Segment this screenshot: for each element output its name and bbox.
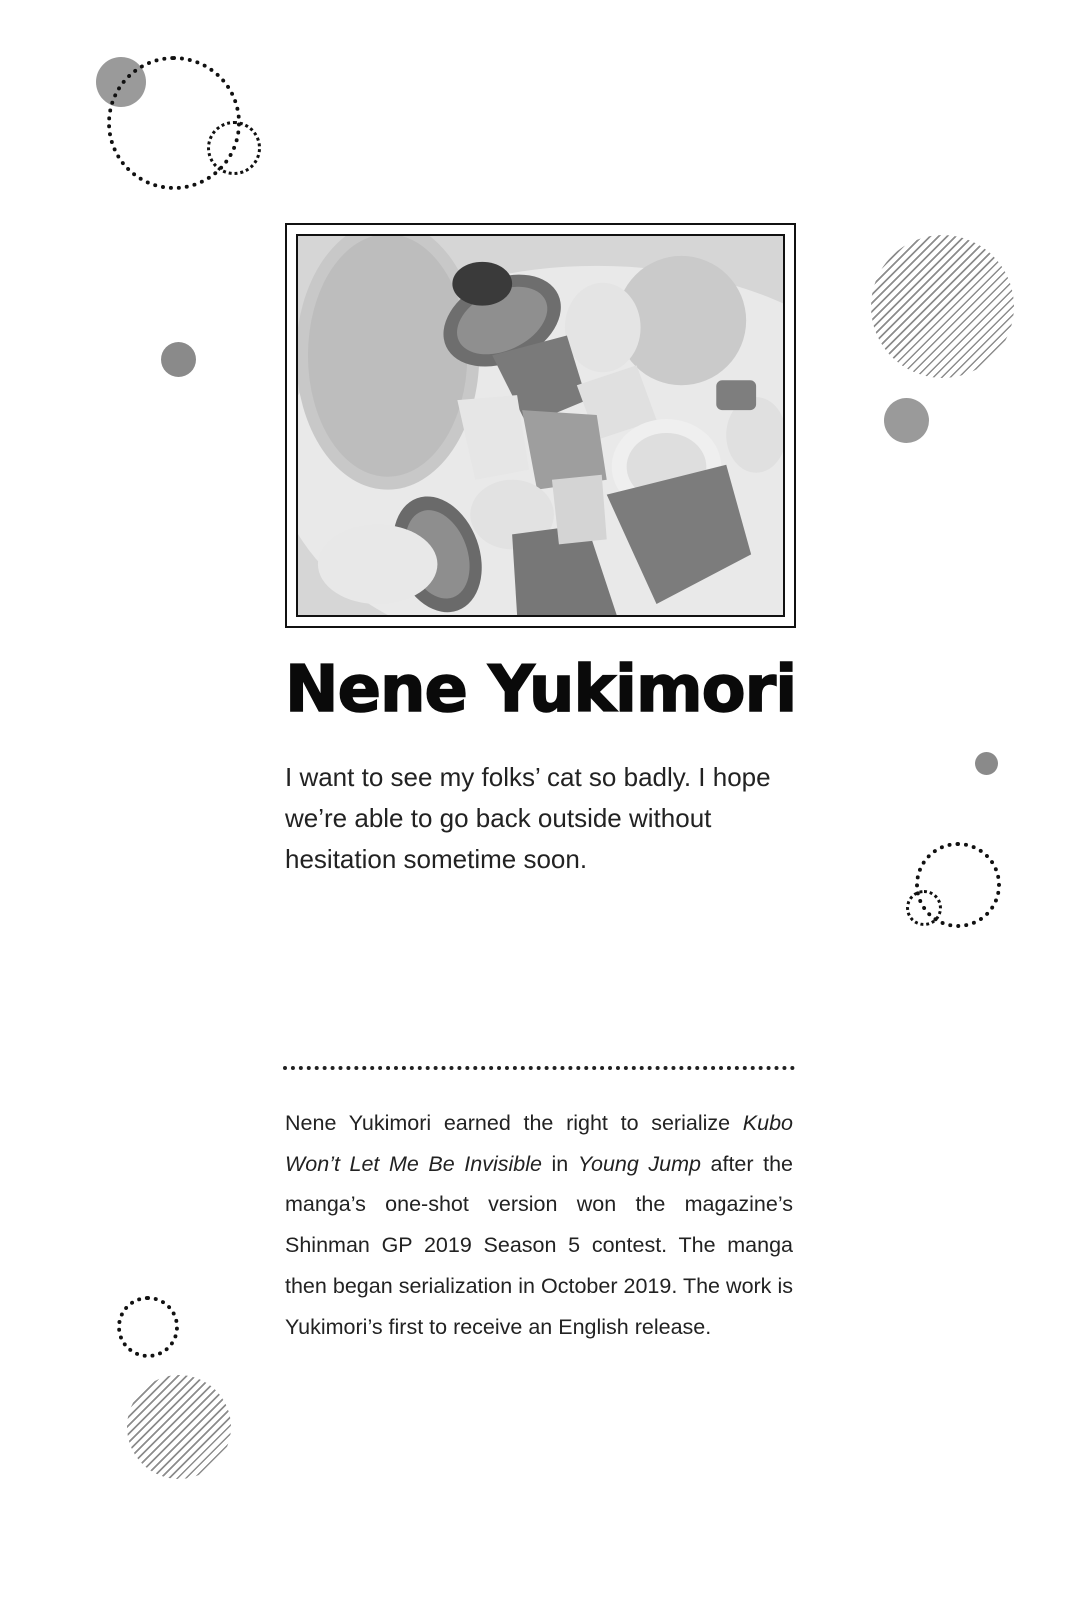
- dessert-image: [298, 236, 783, 615]
- photo-frame: [285, 223, 796, 628]
- dotted-circle-decoration: [117, 1296, 179, 1358]
- bio-text: in: [541, 1151, 578, 1176]
- dotted-circle-decoration: [207, 121, 261, 175]
- author-comment: I want to see my folks’ cat so badly. I hope we’re able to go back outside without hesitation sometime soon.: [285, 762, 771, 874]
- hatched-circle-decoration: [127, 1375, 231, 1479]
- magazine-title: Young Jump: [577, 1151, 701, 1176]
- dotted-divider: [283, 1066, 795, 1070]
- grey-dot-decoration: [161, 342, 196, 377]
- grey-dot-decoration: [884, 398, 929, 443]
- author-bio: [285, 1103, 793, 1347]
- grey-dot-decoration: [975, 752, 998, 775]
- bio-text: after the manga’s one-shot version won the magazine’s Shinman GP 2019 Season 5 contest. The manga then began serialization in October 2019. The work is Yukimori’s first to receive an English release.: [285, 1151, 793, 1339]
- series-title: Kubo Won’t Let Me Be Invisible: [285, 1111, 793, 1176]
- author-name: Nene Yukimori: [285, 653, 797, 727]
- hatched-circle-decoration: [871, 235, 1014, 378]
- bio-text: Nene Yukimori earned the right to serialize: [285, 1111, 743, 1135]
- dotted-circle-decoration: [906, 890, 942, 926]
- dessert-photo: [296, 234, 785, 617]
